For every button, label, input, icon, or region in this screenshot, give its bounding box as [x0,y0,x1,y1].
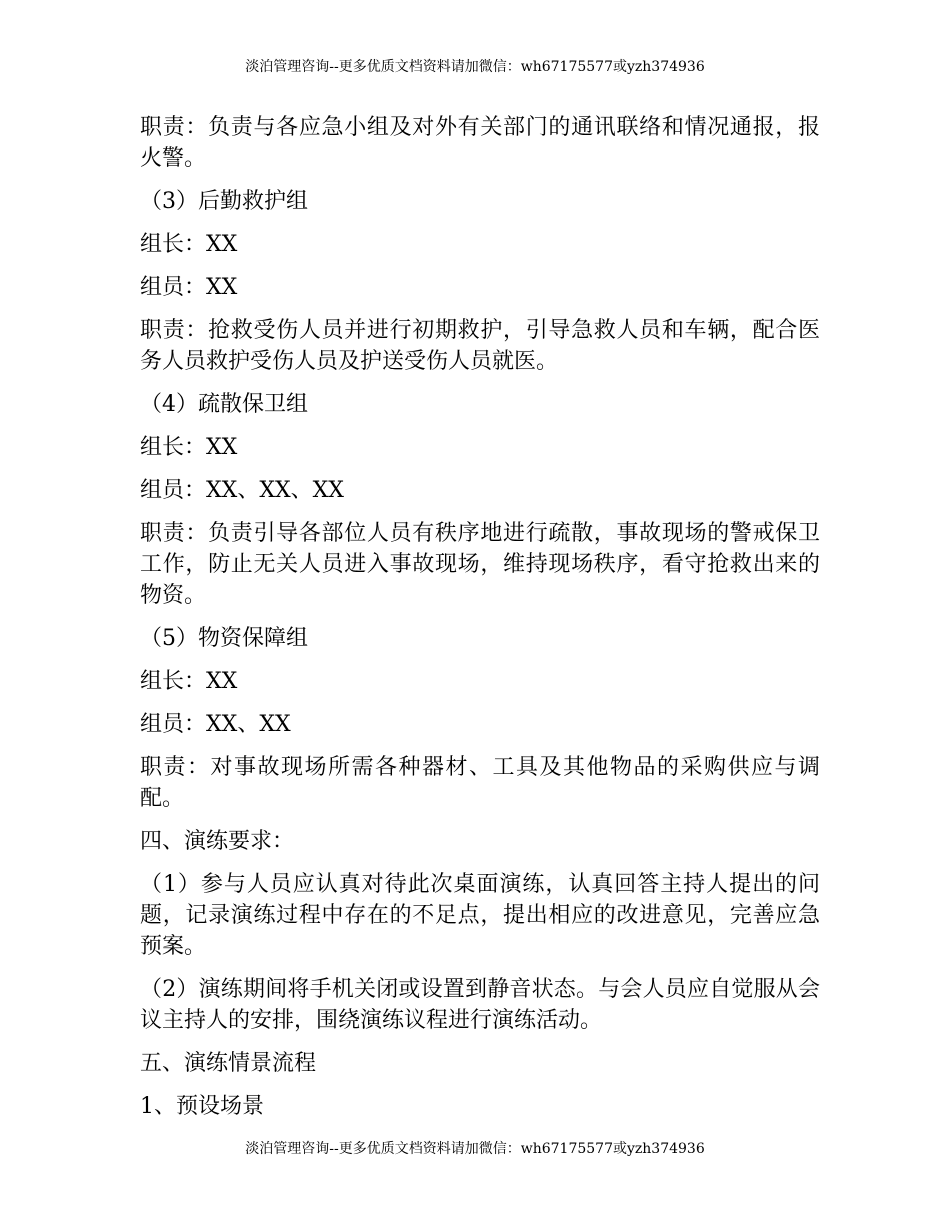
section-heading-drill-scenario-flow: 五、演练情景流程 [140,1051,317,1076]
page-header: 淡泊管理咨询--更多优质文档资料请加微信：wh67175577或yzh374936 [245,59,705,75]
paragraph-members: 组员：XX、XX、XX [140,478,344,503]
document-body [140,112,820,1134]
paragraph-duty-evacuation: 职责：负责引导各部位人员有秩序地进行疏散，事故现场的警戒保卫工作，防止无关人员进入事故现场，维持现场秩序，看守抢救出来的物资。 [140,521,820,608]
paragraph-members: 组员：XX、XX [140,712,291,737]
paragraph-leader: 组长：XX [140,435,238,460]
section-heading-logistics-rescue: （3）后勤救护组 [140,189,308,214]
paragraph-members: 组员：XX [140,275,238,300]
paragraph-requirement-2: （2）演练期间将手机关闭或设置到静音状态。与会人员应自觉服从会议主持人的安排，围绕演练议程进行演练活动。 [140,977,820,1033]
subheading-preset-scenario: 1、预设场景 [140,1094,264,1119]
paragraph-requirement-1: （1）参与人员应认真对待此次桌面演练，认真回答主持人提出的问题，记录演练过程中存在的不足点，提出相应的改进意见，完善应急预案。 [140,872,820,959]
section-heading-materials-support: （5）物资保障组 [140,626,308,651]
section-heading-drill-requirements: 四、演练要求： [140,829,295,854]
paragraph-leader: 组长：XX [140,232,238,257]
paragraph-duty-materials: 职责：对事故现场所需各种器材、工具及其他物品的采购供应与调配。 [140,755,820,811]
page-footer: 淡泊管理咨询--更多优质文档资料请加微信：wh67175577或yzh374936 [245,1141,705,1157]
section-heading-evacuation-security: （4）疏散保卫组 [140,392,308,417]
paragraph-leader: 组长：XX [140,669,238,694]
paragraph-duty-rescue: 职责：抢救受伤人员并进行初期救护，引导急救人员和车辆，配合医务人员救护受伤人员及护送受伤人员就医。 [140,318,820,374]
paragraph-duty-communication: 职责：负责与各应急小组及对外有关部门的通讯联络和情况通报，报火警。 [140,115,820,171]
